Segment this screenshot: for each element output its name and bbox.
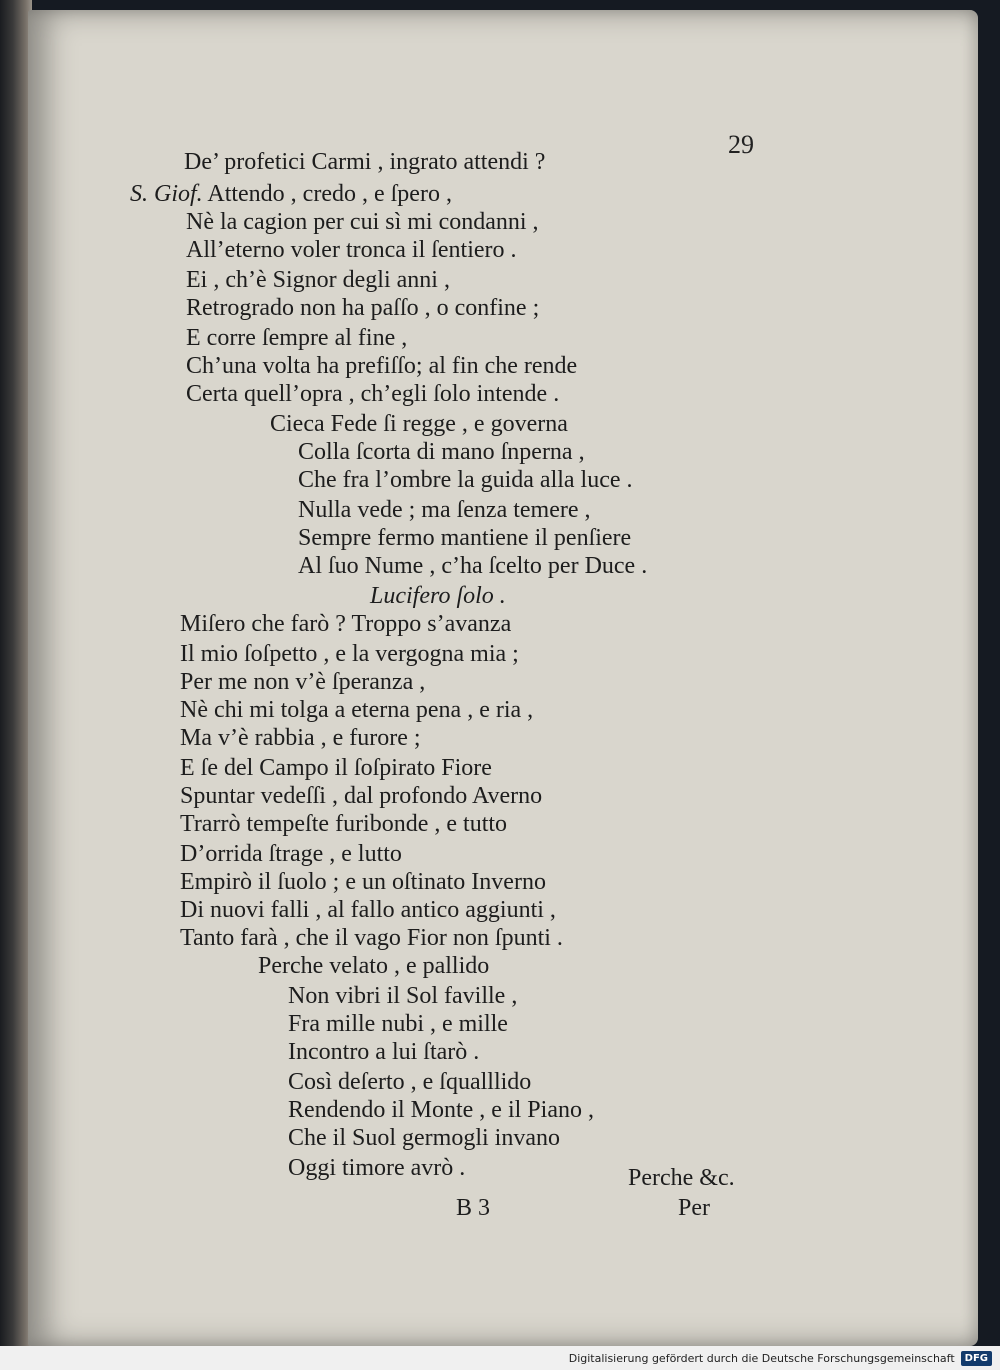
verse-line xyxy=(258,952,489,980)
verse-line xyxy=(186,208,539,236)
verse-line xyxy=(186,380,559,408)
verse-line xyxy=(186,266,450,294)
verse-line xyxy=(298,552,647,580)
verse-line xyxy=(180,810,507,838)
verse-line xyxy=(184,148,545,176)
verse-text-span: Retrogrado non ha paſſo , o confine ; xyxy=(186,295,540,321)
verse-line xyxy=(288,1068,531,1096)
verse-text-span: Ei , ch’è Signor degli anni , xyxy=(186,267,450,293)
signature-mark: B 3 xyxy=(456,1195,491,1221)
verse-text-span: Tanto farà , che il vago Fior non ſpunti . xyxy=(180,925,563,951)
verse-text-span: Così deſerto , e ſqualllido xyxy=(288,1069,532,1095)
verse-line xyxy=(288,1010,508,1038)
verse-text-span: Spuntar vedeſſi , dal profondo Averno xyxy=(180,783,543,809)
verse-line xyxy=(298,524,631,552)
verse-line xyxy=(288,1154,465,1182)
verse-line xyxy=(288,1096,594,1124)
verse-text-span: Perche velato , e pallido xyxy=(258,953,490,979)
verse-line xyxy=(180,724,421,752)
verse-line xyxy=(288,1124,560,1152)
verse-text-span: Al ſuo Nume , c’ha ſcelto per Duce . xyxy=(298,553,648,579)
verse-text-span: E corre ſempre al fine , xyxy=(186,325,408,351)
verse-line xyxy=(180,754,492,782)
catchword: Per xyxy=(678,1195,710,1221)
verse-line xyxy=(180,896,556,924)
verse-text-span: Cieca Fede ſi regge , e governa xyxy=(270,411,568,437)
verse-line xyxy=(186,236,517,264)
footer-credit: Digitalisierung gefördert durch die Deutsche Forschungsgemeinschaft xyxy=(568,1351,955,1365)
verse-text-span: Che il Suol germogli invano xyxy=(288,1125,560,1151)
verse-text-span: Sempre fermo mantiene il penſiere xyxy=(298,525,632,551)
verse-text-span: D’orrida ſtrage , e lutto xyxy=(180,841,402,867)
verse-line xyxy=(180,610,511,638)
verse-text-span: Ma v’è rabbia , e furore ; xyxy=(180,725,421,751)
dfg-logo: DFG xyxy=(961,1351,992,1366)
verse-text-span: Nè chi mi tolga a eterna pena , e ria , xyxy=(180,697,534,723)
verse-text-span: Oggi timore avrò . xyxy=(288,1155,466,1181)
verse-text-span: Per me non v’è ſperanza , xyxy=(180,669,426,695)
verse-line xyxy=(180,782,542,810)
verse-text-span: Nulla vede ; ma ſenza temere , xyxy=(298,497,591,523)
verse-text-span: All’eterno voler tronca il ſentiero . xyxy=(186,237,517,263)
verse-line xyxy=(186,352,577,380)
verse-line xyxy=(186,294,539,322)
verse-line xyxy=(180,868,546,896)
verse-line xyxy=(298,496,591,524)
verse-text-span: Non vibri il Sol faville , xyxy=(288,983,518,1009)
verse-text-span: Il mio ſoſpetto , e la vergogna mia ; xyxy=(180,641,519,667)
verse-line xyxy=(180,668,425,696)
verse-text-span: Di nuovi falli , al fallo antico aggiunti , xyxy=(180,897,556,923)
verse-text-span: Empirò il ſuolo ; e un oſtinato Inverno xyxy=(180,869,546,895)
verse-line xyxy=(180,696,533,724)
verse-line xyxy=(298,438,585,466)
verse-line xyxy=(130,180,452,208)
verse-line xyxy=(180,840,402,868)
verse-text-span: De’ profetici Carmi , ingrato attendi ? xyxy=(184,149,546,175)
verse-text-span: Rendendo il Monte , e il Piano , xyxy=(288,1097,594,1123)
verse-line xyxy=(186,324,407,352)
verse-text-span: Incontro a lui ſtarò . xyxy=(288,1039,480,1065)
stage-direction-text: Lucifero ſolo . xyxy=(370,583,506,609)
footer-bar xyxy=(0,1346,1000,1370)
page-number: 29 xyxy=(728,130,754,159)
verse-text-span: Ch’una volta ha prefiſſo; al fin che rende xyxy=(186,353,578,379)
verse-text-span: E ſe del Campo il ſoſpirato Fiore xyxy=(180,755,492,781)
stage-direction xyxy=(370,582,506,610)
verse-line xyxy=(180,924,563,952)
verse-line xyxy=(180,640,519,668)
verse-line xyxy=(288,982,517,1010)
verse-text-span: Attendo , credo , e ſpero , xyxy=(207,181,452,207)
verse-line xyxy=(270,410,568,438)
refrain-cue: Perche &c. xyxy=(628,1165,735,1191)
book-page xyxy=(28,10,978,1346)
verse-line xyxy=(298,466,633,494)
verse-text-span: Certa quell’opra , ch’egli ſolo intende . xyxy=(186,381,560,407)
verse-text-span: Nè la cagion per cui sì mi condanni , xyxy=(186,209,539,235)
speaker-name: S. Giof. xyxy=(130,181,203,207)
verse-text-span: Trarrò tempeſte furibonde , e tutto xyxy=(180,811,508,837)
verse-text-span: Fra mille nubi , e mille xyxy=(288,1011,508,1037)
verse-text-span: Colla ſcorta di mano ſnperna , xyxy=(298,439,585,465)
verse-text-span: Miſero che farò ? Troppo s’avanza xyxy=(180,611,512,637)
verse-text-span: Che fra l’ombre la guida alla luce . xyxy=(298,467,633,493)
verse-line xyxy=(288,1038,479,1066)
